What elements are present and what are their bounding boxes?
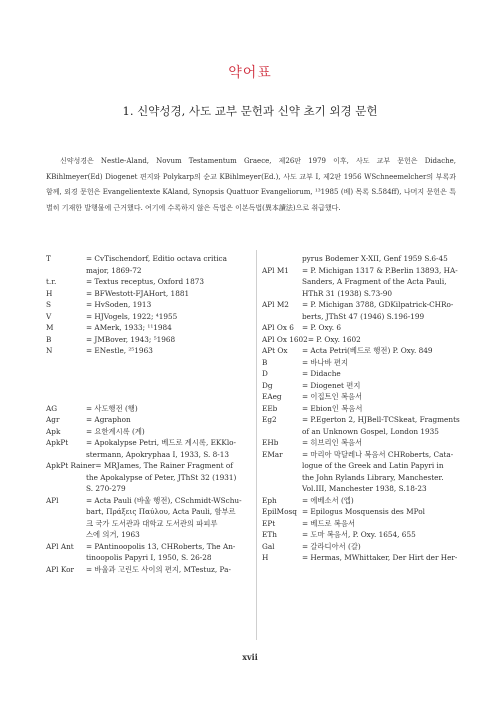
abbreviation-entry: [46, 483, 252, 495]
abbreviation-definition: = 히브리인 복음서: [302, 438, 363, 447]
abbreviation-entry: [46, 403, 252, 415]
abbreviation-definition: logue of the Greek and Latin Papyri in: [302, 461, 444, 470]
abbreviation-term: Eph: [262, 495, 277, 505]
abbreviation-entry: [262, 334, 468, 346]
abbreviation-definition: = AMerk, 1933; ¹¹1984: [86, 323, 172, 332]
abbreviation-definition: = P. Oxy. 1602: [307, 334, 361, 344]
abbreviation-entry: [46, 472, 252, 484]
abbreviation-entry: [46, 288, 252, 300]
abbreviation-entry: [46, 426, 252, 438]
abbreviation-term: APt Ox: [262, 346, 288, 355]
abbreviation-entry: [46, 276, 252, 288]
abbreviation-definition: the John Rylands Library, Manchester.: [302, 472, 444, 482]
abbreviation-entry: [262, 541, 468, 553]
abbreviation-definition: = P.Egerton 2, HJBell-TCSkeat, Fragments: [302, 415, 460, 424]
section-heading: 1. 신약성경, 사도 교부 문헌과 신약 초기 외경 문헌: [122, 104, 378, 118]
abbreviation-definition: of an Unknown Gospel, London 1935: [302, 426, 439, 436]
abbreviation-term: Eg2: [262, 415, 277, 424]
abbreviation-entry: [46, 437, 252, 449]
abbreviation-entry: [46, 345, 252, 357]
abbreviation-definition: bart, Πράξεις Παύλου, Acta Pauli, 함부르: [86, 507, 236, 516]
abbreviation-entry: [262, 403, 468, 415]
abbreviation-entry: [46, 518, 252, 530]
abbreviation-term: EMar: [262, 449, 283, 459]
abbreviation-definition: = CvTischendorf, Editio octava critica: [86, 254, 227, 263]
abbreviation-definition: = BFWestott-FJAHort, 1881: [86, 288, 190, 298]
abbreviation-definition: = Diogenet 편지: [302, 380, 361, 390]
abbreviation-term: t.r.: [46, 277, 57, 286]
abbreviation-term: APl Ox 1602: [262, 334, 308, 344]
abbreviation-term: EPt: [262, 518, 276, 528]
abbreviation-definition: stermann, Apokryphaa I, 1933, S. 8-13: [86, 449, 230, 459]
abbreviation-entry: [262, 483, 468, 495]
abbreviation-definition: berts, JThSt 47 (1946) S.196-199: [302, 311, 425, 321]
abbreviation-definition: = ENestle, ²⁵1963: [86, 346, 153, 355]
abbreviation-definition: = Hermas, MWhittaker, Der Hirt der Her-: [302, 553, 458, 562]
abbreviation-term: ApkPt: [46, 438, 69, 447]
abbreviation-entry: [46, 414, 252, 426]
abbreviation-definition: = P. Oxy. 6: [302, 323, 342, 332]
abbreviation-entry: [46, 552, 252, 564]
abbreviation-entry: [262, 345, 468, 357]
abbreviation-entry: [262, 368, 468, 380]
abbreviation-entry: [46, 334, 252, 346]
abbreviation-definition: tinoopolis Papyri I, 1950, S. 26-28: [86, 553, 212, 562]
abbreviation-entry: [262, 449, 468, 461]
abbreviation-column-right: [262, 253, 468, 564]
abbreviation-entry: [262, 472, 468, 484]
abbreviation-definition: = MRJames, The Rainer Fragment of: [95, 461, 233, 470]
entry-spacer: [46, 357, 252, 403]
abbreviation-term: Apk: [46, 426, 61, 436]
abbreviation-entry: [46, 564, 252, 576]
abbreviation-definition: = Textus receptus, Oxford 1873: [86, 277, 205, 286]
abbreviation-entry: [262, 460, 468, 472]
abbreviation-entry: [262, 380, 468, 392]
abbreviation-term: T: [46, 254, 51, 263]
abbreviation-term: EpilMosq: [262, 507, 297, 516]
abbreviation-term: APl M2: [262, 300, 289, 309]
abbreviation-definition: = 이집트인 복음서: [302, 392, 363, 401]
abbreviation-term: APl M1: [262, 265, 289, 275]
abbreviation-definition: = Didache: [302, 369, 341, 378]
abbreviation-definition: = P. Michigan 3788, GDKilpatrick-CHRo-: [302, 300, 454, 309]
page-number: xvii: [242, 652, 258, 662]
abbreviation-term: N: [46, 346, 53, 355]
abbreviation-definition: = JMBover, 1943; ⁵1968: [86, 334, 176, 344]
abbreviation-term: M: [46, 323, 54, 332]
abbreviation-entry: [262, 552, 468, 564]
abbreviation-entry: [262, 357, 468, 369]
abbreviation-entry: [262, 253, 468, 265]
abbreviation-definition: major, 1869-72: [86, 265, 142, 275]
abbreviation-term: H: [46, 288, 53, 298]
abbreviation-entry: [46, 529, 252, 541]
abbreviation-term: ApkPt Rainer: [46, 461, 96, 470]
abbreviation-definition: = Acta Pauli (바울 행전), CSchmidt-WSchu-: [86, 495, 242, 505]
abbreviation-entry: [262, 437, 468, 449]
abbreviation-entry: [46, 322, 252, 334]
abbreviation-column-left: [46, 253, 252, 575]
abbreviation-term: B: [262, 357, 268, 367]
abbreviation-entry: [262, 311, 468, 323]
abbreviation-definition: = PAntinoopolis 13, CHRoberts, The An-: [86, 541, 236, 551]
abbreviation-term: V: [46, 311, 52, 321]
abbreviation-definition: = Acta Petri(베드로 행전) P. Oxy. 849: [302, 346, 433, 355]
abbreviation-term: B: [46, 334, 52, 344]
abbreviation-definition: = 바나바 편지: [302, 357, 348, 367]
abbreviation-term: Gal: [262, 541, 275, 551]
abbreviation-entry: [262, 495, 468, 507]
abbreviation-definition: = Epilogus Mosquensis des MPol: [302, 507, 425, 516]
abbreviation-definition: = Apokalypse Petri, 베드로 계시록, EKKlo-: [86, 438, 237, 447]
abbreviation-term: EAeg: [262, 392, 282, 401]
abbreviation-entry: [262, 518, 468, 530]
abbreviation-entry: [262, 391, 468, 403]
intro-paragraph: 신약성경은 Nestle-Aland, Novum Testamentum Graece, 제26판 1979 이후, 사도 교부 문헌은 Didache, KBihlmeyer(Ed) Diogenet 편지와 Polykarp의 순교 KBihlmeyer(Ed.), 사도 교부 I, 제2판 1956 WSchneemelcher의 부록과 함께, 외경 문헌은 Evangelientexte KAland, Synopsis Quattuor Evangeliorum, ¹³1985 (베) 목록 S.584ff), 나머지 문헌은 특별히 기재한 발행물에 근거했다. 여기에 수록하지 않은 독법은 이본독법(異本讀法)으로 취급했다.: [46, 157, 456, 212]
abbreviation-term: APl: [46, 495, 59, 505]
abbreviation-term: Agr: [46, 415, 60, 424]
abbreviation-term: D: [262, 369, 268, 378]
page-title: 약어표: [228, 65, 272, 81]
abbreviation-definition: Sanders, A Fragment of the Acta Pauli,: [302, 277, 447, 286]
abbreviation-entry: [262, 276, 468, 288]
abbreviation-term: APl Ant: [46, 541, 74, 551]
abbreviation-entry: [46, 265, 252, 277]
abbreviation-definition: = Ebion인 복음서: [302, 403, 363, 413]
abbreviation-entry: [262, 288, 468, 300]
abbreviation-entry: [262, 529, 468, 541]
abbreviation-entry: [46, 506, 252, 518]
abbreviation-term: Dg: [262, 380, 273, 390]
abbreviation-entry: [262, 322, 468, 334]
abbreviation-definition: = 베드로 복음서: [302, 518, 356, 528]
abbreviation-entry: [46, 299, 252, 311]
abbreviation-term: EHb: [262, 438, 279, 447]
abbreviation-entry: [46, 541, 252, 553]
abbreviation-definition: 크 국가 도서관과 대학교 도서관의 파피루: [86, 518, 218, 528]
abbreviation-definition: = 바울과 고린도 사이의 편지, MTestuz, Pa-: [86, 564, 231, 574]
abbreviation-entry: [46, 449, 252, 461]
abbreviation-definition: = 사도행전 (행): [86, 403, 138, 413]
abbreviation-term: ETh: [262, 530, 277, 539]
abbreviation-entry: [46, 253, 252, 265]
abbreviation-definition: S. 270-279: [86, 484, 126, 493]
abbreviation-term: APl Ox 6: [262, 323, 294, 332]
abbreviation-definition: = HvSoden, 1913: [86, 300, 152, 309]
abbreviation-definition: = HJVogels, 1922; ⁴1955: [86, 311, 178, 321]
abbreviation-entry: [46, 311, 252, 323]
abbreviation-entry: [262, 265, 468, 277]
abbreviation-entry: [262, 506, 468, 518]
abbreviation-definition: = P. Michigan 1317 & P.Berlin 13893, HA-: [302, 265, 458, 275]
abbreviation-definition: HThR 31 (1938) S.73-90: [302, 288, 393, 298]
abbreviation-definition: = Agraphon: [86, 415, 131, 424]
abbreviation-definition: = 에베소서 (엡): [302, 495, 354, 505]
abbreviation-entry: [46, 495, 252, 507]
abbreviation-definition: = 갈라디아서 (갈): [302, 541, 361, 551]
abbreviation-entry: [262, 426, 468, 438]
abbreviation-definition: 스에 의거, 1963: [86, 530, 140, 539]
abbreviation-definition: = 마리아 막달레나 복음서 CHRoberts, Cata-: [302, 449, 454, 459]
abbreviation-term: H: [262, 553, 269, 562]
abbreviation-term: AG: [46, 403, 58, 413]
abbreviation-term: S: [46, 300, 51, 309]
abbreviation-definition: = 요한계시록 (계): [86, 426, 145, 436]
column-divider: [256, 250, 257, 640]
abbreviation-definition: = 도마 복음서, P. Oxy. 1654, 655: [302, 530, 416, 539]
abbreviation-definition: the Apokalypse of Peter, JThSt 32 (1931): [86, 472, 237, 482]
abbreviation-entry: [46, 460, 252, 472]
abbreviation-definition: Vol.III, Manchester 1938, S.18-23: [302, 484, 427, 493]
abbreviation-definition: pyrus Bodemer X-XII, Genf 1959 S.6-45: [302, 254, 448, 263]
abbreviation-entry: [262, 414, 468, 426]
abbreviation-entry: [262, 299, 468, 311]
abbreviation-term: EEb: [262, 403, 278, 413]
abbreviation-term: APl Kor: [46, 564, 74, 574]
